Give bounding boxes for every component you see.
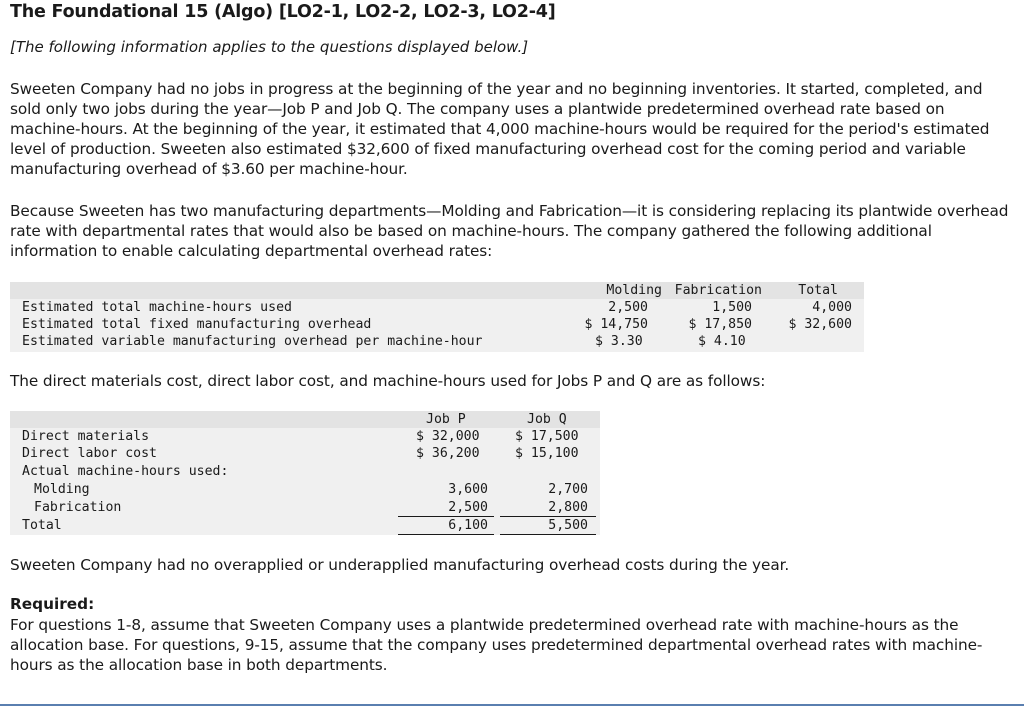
cell-job-q: $ 15,100: [515, 446, 579, 461]
cell-job-q: 2,700: [548, 482, 588, 497]
row-label: Actual machine-hours used:: [22, 464, 229, 479]
row-label: Fabrication: [34, 500, 122, 515]
cell-job-q: 5,500: [548, 518, 588, 533]
cell-molding: 2,500: [608, 300, 648, 315]
cell-total: $ 32,600: [788, 317, 852, 332]
col-header-molding: Molding: [606, 283, 662, 298]
subtitle-note: [The following information applies to the questions displayed below.]: [10, 38, 529, 56]
row-label: Total: [22, 518, 62, 533]
cell-job-q: $ 17,500: [515, 429, 579, 444]
row-label: Estimated total fixed manufacturing overhead: [22, 317, 372, 332]
cell-total: 4,000: [812, 300, 852, 315]
cell-job-p: 6,100: [448, 518, 488, 533]
cell-molding: $ 3.30: [595, 334, 643, 349]
col-header-job-q: Job Q: [527, 412, 567, 427]
row-label: Direct labor cost: [22, 446, 157, 461]
total-rule: [500, 534, 596, 535]
col-header-total: Total: [798, 283, 838, 298]
departmental-estimates-table: [10, 282, 864, 352]
page-title: The Foundational 15 (Algo) [LO2-1, LO2-2, LO2-3, LO2-4]: [10, 2, 556, 22]
cell-job-p: $ 32,000: [416, 429, 480, 444]
cell-molding: $ 14,750: [584, 317, 648, 332]
bottom-divider: [0, 704, 1024, 706]
row-label: Estimated total machine-hours used: [22, 300, 292, 315]
required-heading: Required:: [10, 595, 95, 613]
cell-fabrication: 1,500: [712, 300, 752, 315]
overhead-note-paragraph: Sweeten Company had no overapplied or underapplied manufacturing overhead costs during the year.: [10, 556, 790, 574]
row-label: Estimated variable manufacturing overhead per machine-hour: [22, 334, 483, 349]
job-costs-table: [10, 411, 600, 536]
col-header-fabrication: Fabrication: [674, 283, 762, 298]
departments-paragraph: Because Sweeten has two manufacturing departments—Molding and Fabrication—it is considering replacing its plantwide overhead rate with departmental rates that would also be based on machine-hours. The company gathered the following additional information to enable calculating departmental overhead rates:: [10, 202, 1009, 260]
col-header-job-p: Job P: [426, 412, 466, 427]
cell-job-p: $ 36,200: [416, 446, 480, 461]
cell-fabrication: $ 4.10: [698, 334, 746, 349]
cell-job-p: 3,600: [448, 482, 488, 497]
row-label: Molding: [34, 482, 90, 497]
jobs-intro-paragraph: The direct materials cost, direct labor cost, and machine-hours used for Jobs P and Q are as follows:: [10, 372, 766, 390]
table-header-band: [10, 411, 600, 428]
intro-paragraph: Sweeten Company had no jobs in progress at the beginning of the year and no beginning inventories. It started, completed, and sold only two jobs during the year—Job P and Job Q. The company uses a plantwide predetermined overhead rate based on machine-hours. At the beginning of the year, it estimated that 4,000 machine-hours would be required for the period's estimated level of production. Sweeten also estimated $32,600 of fixed manufacturing overhead cost for the coming period and variable manufacturing overhead of $3.60 per machine-hour.: [10, 80, 990, 178]
row-label: Direct materials: [22, 429, 150, 444]
cell-fabrication: $ 17,850: [688, 317, 752, 332]
cell-job-p: 2,500: [448, 500, 488, 515]
total-rule: [398, 534, 494, 535]
cell-job-q: 2,800: [548, 500, 588, 515]
required-paragraph: For questions 1-8, assume that Sweeten Company uses a plantwide predetermined overhead rate with machine-hours as the allocation base. For questions, 9-15, assume that the company uses predetermined departmental overhead rates with machine-hours as the allocation base in both departments.: [10, 616, 983, 674]
